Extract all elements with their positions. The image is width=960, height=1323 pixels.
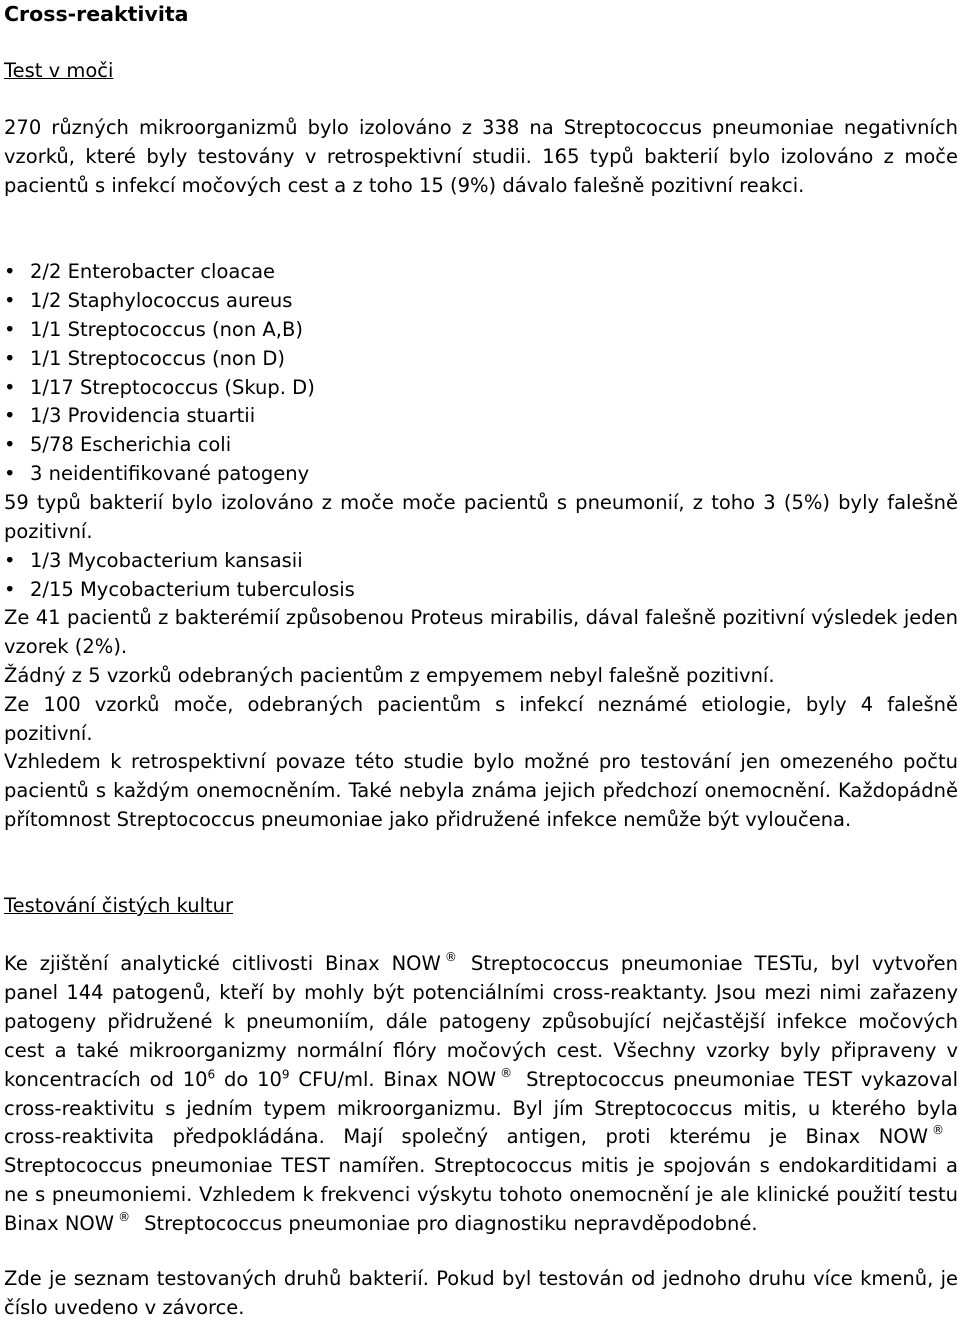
list-item: • 1/3 Mycobacterium kansasii [4, 547, 355, 576]
registered-trademark-icon: ® [444, 950, 457, 964]
text-fragment: Streptococcus pneumoniae TEST namířen. Streptococcus mitis je spojován s endokarditidami a ne s pneumoniemi. Vzhledem k frekvenci výskytu tohoto onemocnění je ale klinické použití testu Binax NOW [4, 1154, 958, 1236]
exponent: 6 [207, 1067, 216, 1082]
list-item: • 1/1 Streptococcus (non D) [4, 345, 315, 374]
analytical-sensitivity-paragraph [4, 950, 958, 1239]
intro-paragraph: 270 různých mikroorganizmů bylo izolováno z 338 na Streptococcus pneumoniae negativních vzorků, které byly testovány v retrospektivní studii. 165 typů bakterií bylo izolováno z moče pacientů s infekcí močových cest a z toho 15 (9%) dávalo falešně pozitivní reakci. [4, 116, 958, 197]
list-item: • 1/3 Providencia stuartii [4, 402, 315, 431]
limitations-paragraph: Vzhledem k retrospektivní povaze této studie bylo možné pro testování jen omezeného počtu pacientů s každým onemocněním. Také nebyla známa jejich předchozí onemocnění. Každopádně přítomnost Streptococcus pneumoniae jako přidružené infekce nemůže být vyloučena. [4, 750, 958, 831]
page-title: Cross-reaktivita [4, 2, 189, 26]
registered-trademark-icon: ® [118, 1210, 131, 1225]
text-fragment: do 10 [215, 1067, 282, 1091]
pneumonia-bacteria-list [4, 547, 355, 605]
list-item: • 3 neidentifikované patogeny [4, 460, 315, 489]
list-item: • 1/1 Streptococcus (non A,B) [4, 316, 315, 345]
text-fragment: Ke zjištění analytické citlivosti Binax NOW [4, 952, 441, 975]
pneumonia-paragraph: 59 typů bakterií bylo izolováno z moče moče pacientů s pneumonií, z toho 3 (5%) byly falešně pozitivní. [4, 491, 958, 543]
empyema-paragraph: Žádný z 5 vzorků odebraných pacientům z empyemem nebyl falešně pozitivní. [4, 664, 775, 687]
list-item: • 1/2 Staphylococcus aureus [4, 287, 315, 316]
text-fragment: Streptococcus pneumoniae TEST vykazoval cross-reaktivitu s jedním typem mikroorganizmu. Byl jím Streptococcus mitis, u kterého byla cross-reaktivita předpokládána. Mají společný antigen, proti kterému je Binax NOW [4, 1067, 958, 1149]
text-fragment: Streptococcus pneumoniae pro diagnostiku nepravděpodobné. [144, 1212, 758, 1236]
registered-trademark-icon: ® [932, 1123, 944, 1138]
list-item: • 2/15 Mycobacterium tuberculosis [4, 576, 355, 605]
unknown-etiology-paragraph: Ze 100 vzorků moče, odebraných pacientům s infekcí neznámé etiologie, byly 4 falešně pozitivní. [4, 693, 958, 745]
proteus-paragraph: Ze 41 pacientů z bakterémií způsobenou Proteus mirabilis, dával falešně pozitivní výsledek jeden vzorek (2%). [4, 606, 958, 658]
exponent: 9 [281, 1067, 290, 1082]
section-heading-pure-cultures: Testování čistých kultur [4, 894, 234, 917]
list-item: • 5/78 Escherichia coli [4, 431, 315, 460]
section-heading-urine-test: Test v moči [4, 59, 114, 82]
list-item: • 1/17 Streptococcus (Skup. D) [4, 374, 315, 403]
list-item: • 2/2 Enterobacter cloacae [4, 258, 315, 287]
text-fragment: CFU/ml. Binax NOW [289, 1067, 497, 1091]
text-fragment: Streptococcus pneumoniae TESTu, byl vytvořen panel 144 patogenů, kteří by mohly být potenciálními cross-reaktanty. Jsou mezi nimi zařazeny patogeny přidružené k pneumoniím, dále patogeny způsobující nejčastější infekce močových cest a také mikroorganizmy normální flóry močových cest. Všechny vzorky byly připraveny v koncentracích od 10 [4, 952, 958, 1091]
uti-bacteria-list [4, 258, 315, 489]
registered-trademark-icon: ® [500, 1065, 513, 1080]
species-list-intro-paragraph: Zde je seznam testovaných druhů bakterií. Pokud byl testován od jednoho druhu více kmenů, je číslo uvedeno v závorce. [4, 1267, 958, 1319]
